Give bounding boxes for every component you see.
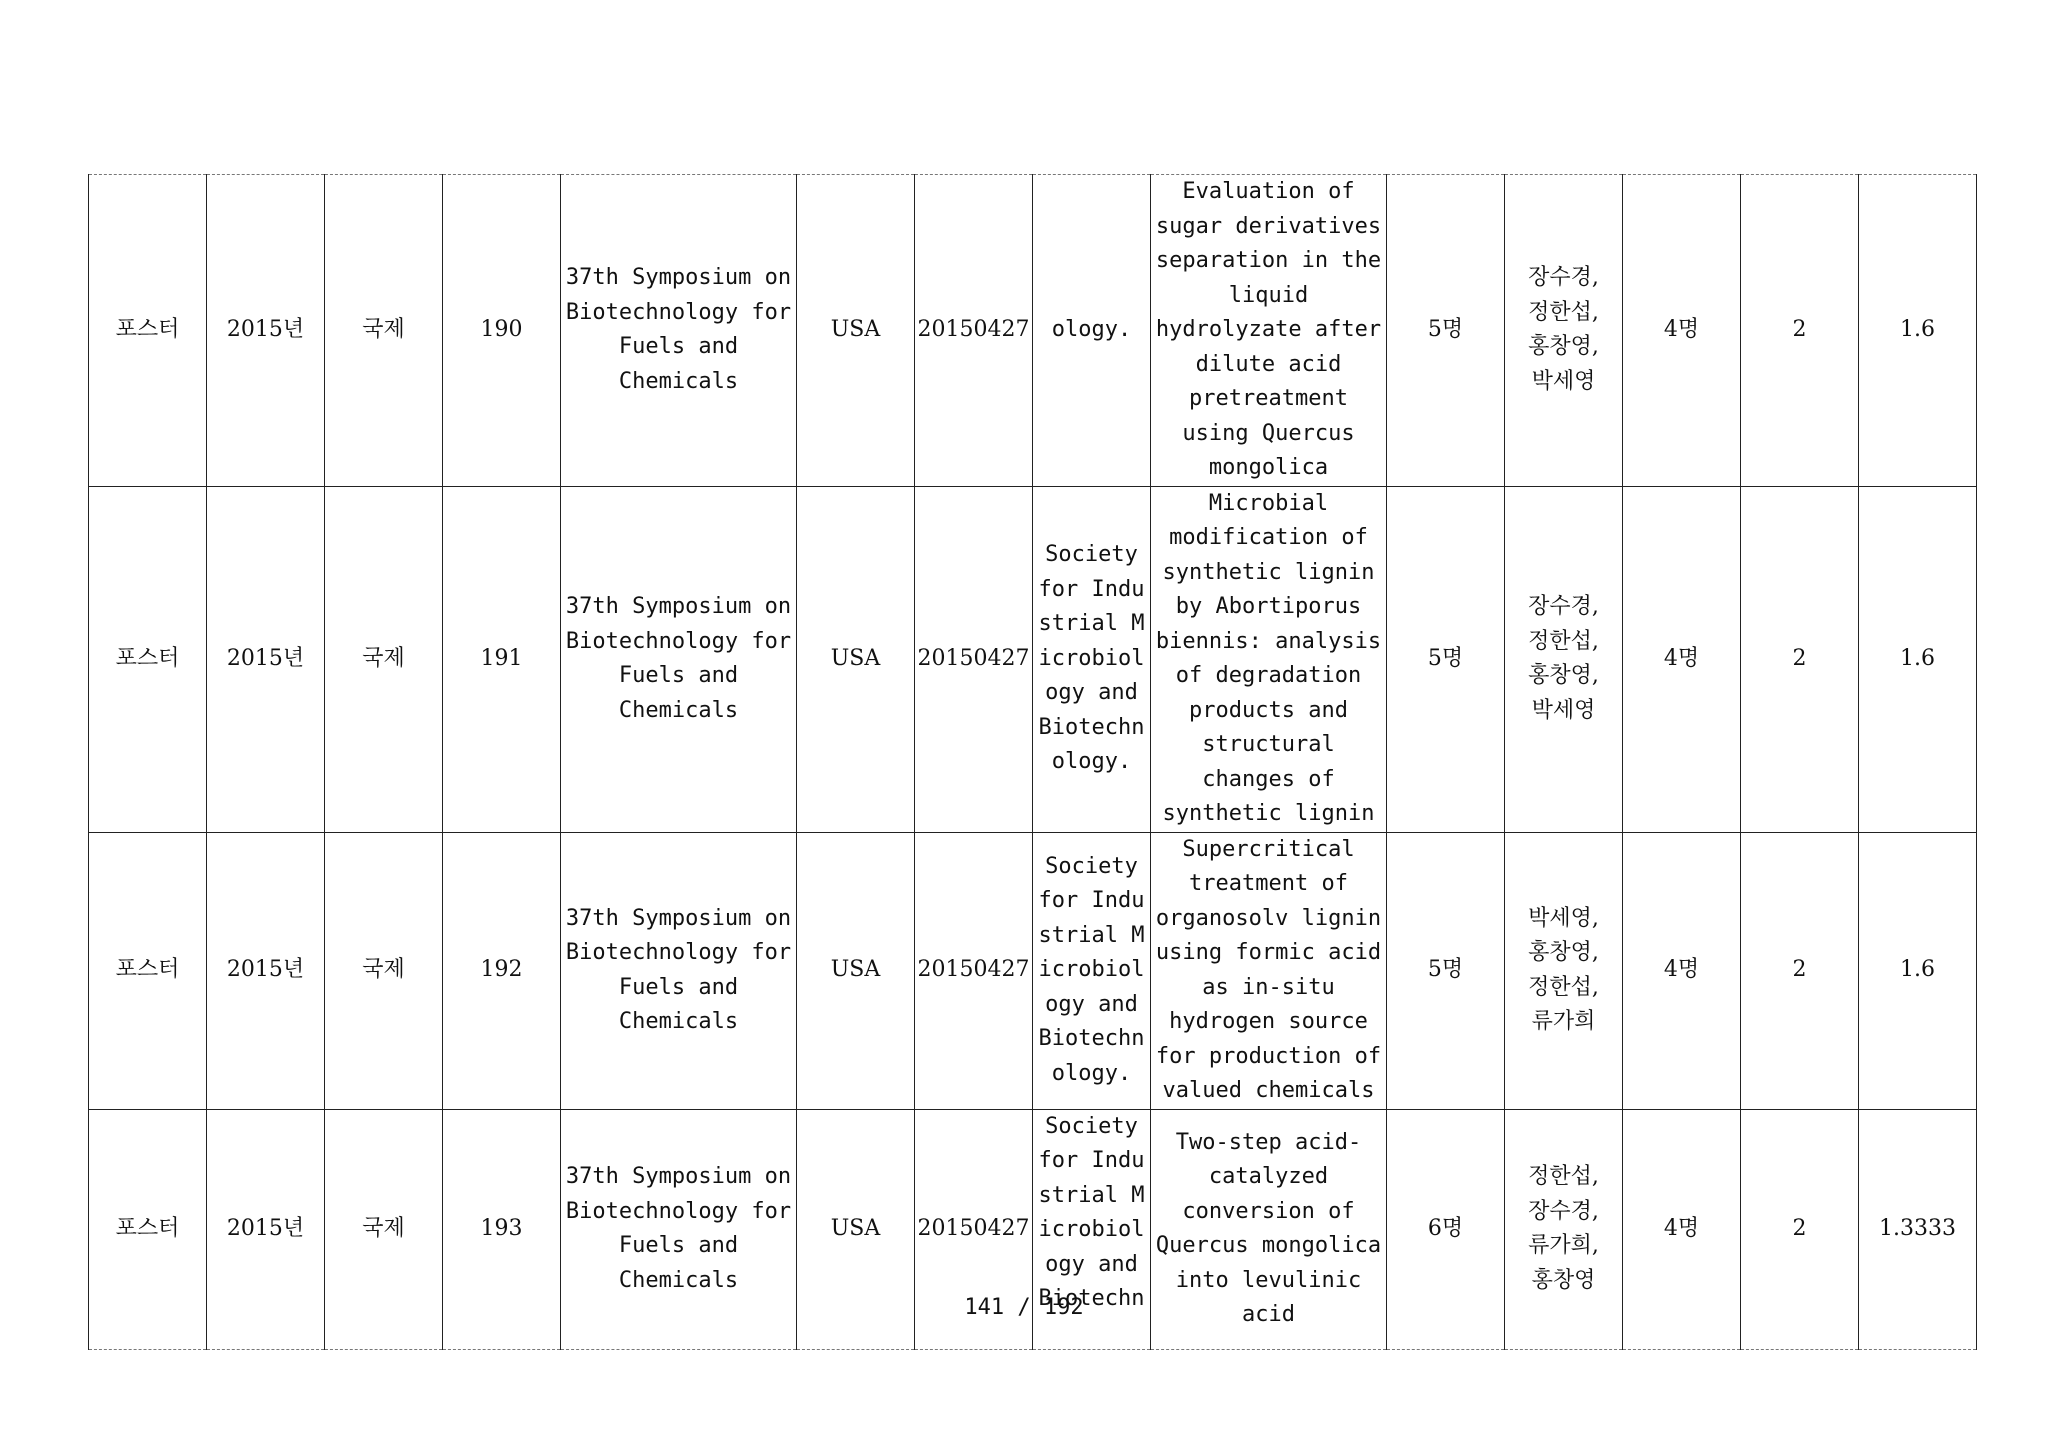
cell-score: 2	[1741, 832, 1859, 1109]
author-name: 정한섭,	[1528, 628, 1599, 654]
cell-date: 20150427	[915, 1109, 1033, 1349]
cell-country: USA	[797, 1109, 915, 1349]
author-name: 박세영	[1531, 368, 1596, 394]
cell-title: Evaluation of sugar derivatives separation in the liquid hydrolyzate after dilute acid pretreatment using Quercus mongolica	[1151, 175, 1387, 487]
page-number: 141 / 192	[964, 1295, 1084, 1320]
cell-number: 191	[443, 486, 561, 832]
cell-scope: 국제	[325, 486, 443, 832]
cell-participants: 4명	[1623, 175, 1741, 487]
author-name: 홍창영,	[1528, 940, 1599, 965]
cell-type: 포스터	[89, 832, 207, 1109]
cell-number: 192	[443, 832, 561, 1109]
author-name: 홍창영,	[1528, 334, 1599, 360]
organizer-text: Society for Industrial Microbiology and Biotechn	[1038, 1113, 1145, 1311]
author-name: 홍창영,	[1528, 663, 1599, 688]
cell-year: 2015년	[207, 832, 325, 1109]
organizer-text: ology.	[1051, 317, 1132, 342]
cell-organizer	[1033, 175, 1151, 487]
cell-number: 190	[443, 175, 561, 487]
cell-authors	[1505, 486, 1623, 832]
cell-year: 2015년	[207, 486, 325, 832]
cell-authors	[1505, 832, 1623, 1109]
cell-authors-count: 5명	[1387, 832, 1505, 1109]
cell-date: 20150427	[915, 486, 1033, 832]
cell-type: 포스터	[89, 175, 207, 487]
record-table	[88, 174, 1977, 1350]
cell-ratio: 1.6	[1859, 175, 1977, 487]
organizer-text: Society for Industrial Microbiology and Biotechnology.	[1038, 542, 1145, 775]
cell-type: 포스터	[89, 1109, 207, 1349]
cell-ratio: 1.6	[1859, 486, 1977, 832]
cell-organizer	[1033, 832, 1151, 1109]
cell-title: Microbial modification of synthetic lignin by Abortiporus biennis: analysis of degradation products and structural changes of synthetic lignin	[1151, 486, 1387, 832]
table-row	[89, 832, 1977, 1109]
cell-country: USA	[797, 832, 915, 1109]
cell-scope: 국제	[325, 175, 443, 487]
cell-scope: 국제	[325, 832, 443, 1109]
author-name: 박세영	[1531, 697, 1596, 723]
cell-ratio: 1.6	[1859, 832, 1977, 1109]
cell-conference: 37th Symposium on Biotechnology for Fuels and Chemicals	[561, 832, 797, 1109]
cell-type: 포스터	[89, 486, 207, 832]
cell-date: 20150427	[915, 832, 1033, 1109]
cell-conference: 37th Symposium on Biotechnology for Fuels and Chemicals	[561, 486, 797, 832]
cell-year: 2015년	[207, 1109, 325, 1349]
author-name: 정한섭,	[1528, 1164, 1599, 1189]
cell-scope: 국제	[325, 1109, 443, 1349]
cell-conference: 37th Symposium on Biotechnology for Fuels and Chemicals	[561, 1109, 797, 1349]
cell-number: 193	[443, 1109, 561, 1349]
author-name: 장수경,	[1528, 594, 1599, 619]
author-name: 홍창영	[1531, 1267, 1596, 1293]
cell-authors	[1505, 175, 1623, 487]
cell-organizer	[1033, 486, 1151, 832]
author-name: 류가희,	[1528, 1233, 1599, 1258]
cell-conference: 37th Symposium on Biotechnology for Fuels and Chemicals	[561, 175, 797, 487]
organizer-text: Society for Industrial Microbiology and Biotechnology.	[1038, 853, 1145, 1086]
cell-title: Supercritical treatment of organosolv lignin using formic acid as in-situ hydrogen source for production of valued chemicals	[1151, 832, 1387, 1109]
cell-score: 2	[1741, 1109, 1859, 1349]
cell-score: 2	[1741, 175, 1859, 487]
cell-ratio: 1.3333	[1859, 1109, 1977, 1349]
cell-year: 2015년	[207, 175, 325, 487]
cell-authors-count: 6명	[1387, 1109, 1505, 1349]
cell-participants: 4명	[1623, 1109, 1741, 1349]
cell-country: USA	[797, 486, 915, 832]
author-name: 장수경,	[1528, 265, 1599, 291]
author-name: 박세영,	[1528, 905, 1599, 931]
cell-authors-count: 5명	[1387, 175, 1505, 487]
cell-title: Two-step acid-catalyzed conversion of Quercus mongolica into levulinic acid	[1151, 1109, 1387, 1349]
cell-participants: 4명	[1623, 486, 1741, 832]
cell-score: 2	[1741, 486, 1859, 832]
cell-authors-count: 5명	[1387, 486, 1505, 832]
table-row	[89, 486, 1977, 832]
author-name: 정한섭,	[1528, 299, 1599, 325]
table-row	[89, 175, 1977, 487]
author-name: 정한섭,	[1528, 974, 1599, 1000]
author-name: 류가희	[1531, 1009, 1596, 1034]
cell-date: 20150427	[915, 175, 1033, 487]
cell-country: USA	[797, 175, 915, 487]
author-name: 장수경,	[1528, 1198, 1599, 1224]
cell-participants: 4명	[1623, 832, 1741, 1109]
